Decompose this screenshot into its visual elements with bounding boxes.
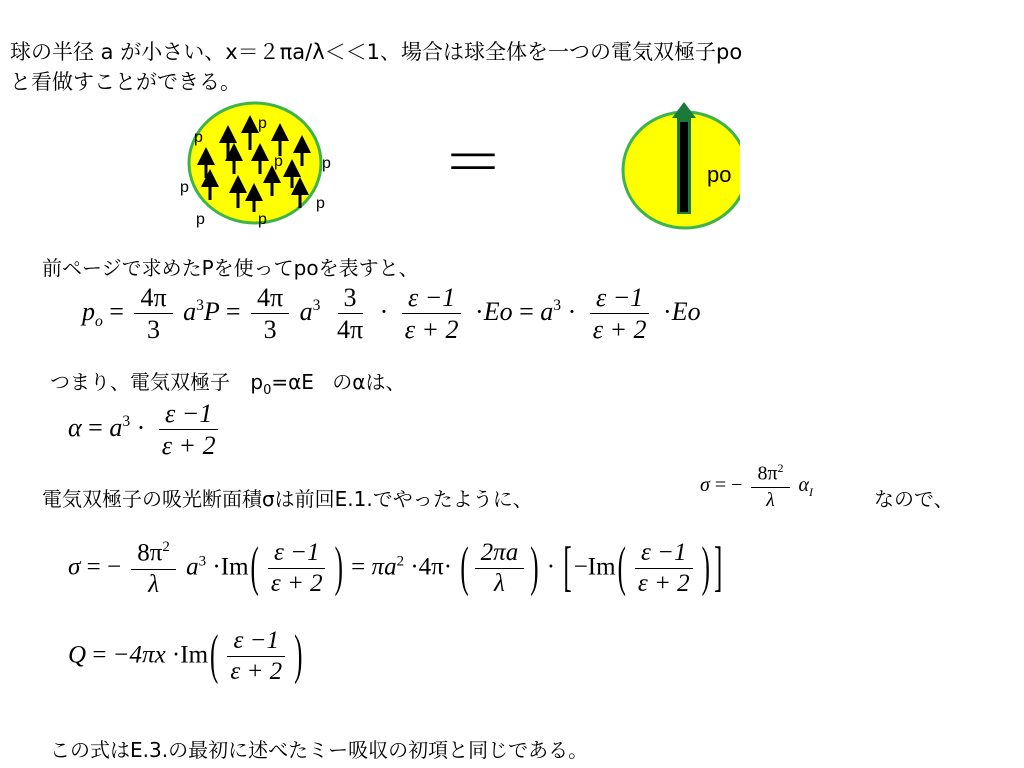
eq1-frac4-den: ε + 2: [404, 315, 459, 345]
eq4-frac2-num: ε −1: [268, 540, 325, 569]
eq4-a2-exp: 2: [396, 553, 405, 570]
eq2-a: a: [109, 412, 123, 442]
p-label-2: p: [194, 129, 203, 146]
eq1-a3: a: [540, 296, 554, 326]
eq1-frac3-num: 3: [338, 284, 363, 314]
eq4-frac4-num: ε −1: [635, 540, 692, 569]
eq4-frac3-den: λ: [494, 570, 505, 598]
eq-po-lhs: p: [82, 296, 95, 326]
eq5-Im: Im: [180, 641, 209, 669]
eq1-frac5-den: ε + 2: [592, 315, 647, 345]
intro-line-1: 球の半径 a が小さい、x＝２πa/λ＜＜1、場合は球全体を一つの電気双極子po: [10, 40, 743, 64]
eq4-8pi: 8π: [137, 539, 163, 567]
eq3-8pi: 8π: [757, 462, 778, 485]
eq5-Q: Q: [68, 641, 87, 669]
eq4-frac4-den: ε + 2: [637, 570, 690, 598]
equation-sigma: σ = − $\frac{8\pi^2}{\lambda}$ $a^3 \cdot Im$( $\frac{\varepsilon -1}{\varepsilon + 2}$ ) = $\pi a^2 \cdot 4\pi\cdot$ ( $\frac{2\pi a}{\lambda}$ ) · [−Im( $\frac{\varepsilon -1}{\varepsilon + 2}$ ) ]: [68, 538, 723, 598]
eq5-frac-den: ε + 2: [230, 658, 283, 686]
eq2-frac-num: ε −1: [159, 400, 218, 430]
absorption-text-a: 電気双極子の吸光断面積σは前回E.1.でやったように、: [42, 487, 533, 511]
eq3-frac-den: λ: [766, 488, 775, 511]
tsumari-text-b: のαは、: [332, 370, 406, 394]
eq5-frac-num: ε −1: [227, 628, 284, 657]
eq4-a2: a: [384, 553, 397, 581]
eq4-frac1-num: [131, 540, 176, 570]
eq2-alpha: α: [68, 412, 82, 442]
p0-main: p: [250, 370, 264, 394]
eq-po-sub: o: [95, 312, 103, 330]
eq3-frac-num: [751, 462, 789, 488]
eq4-frac3-num: 2πa: [475, 540, 525, 569]
p0-rest: =αE: [271, 370, 314, 394]
eq3-square: 2: [777, 461, 784, 475]
eq4-frac1-den: λ: [148, 570, 160, 598]
eq2-a-exp: 3: [122, 413, 131, 431]
eq3-sigma: σ: [700, 473, 710, 496]
dipole-diagram: [180, 100, 740, 230]
eq4-a-exp: 3: [198, 553, 207, 570]
eq1-frac3-den: 4π: [336, 315, 364, 345]
eq4-frac2-den: ε + 2: [270, 570, 323, 598]
total-dipole-arrow-head: [672, 102, 696, 118]
eq1-a3-exp: 3: [553, 297, 562, 315]
intro-line-2: と看做すことができる。: [10, 70, 241, 94]
eq3-alphaI-sub: I: [809, 484, 814, 499]
eq1-frac4-num: ε −1: [402, 284, 461, 314]
p-label-8: p: [258, 211, 267, 228]
tsumari-text-a: つまり、電気双極子: [50, 370, 230, 394]
eq1-frac1-num: 4π: [134, 284, 172, 314]
eq4-Im: Im: [220, 553, 249, 581]
p-label-5: p: [180, 179, 189, 196]
p-label-7: p: [196, 211, 205, 228]
p-label-4: p: [322, 155, 331, 172]
eq1-Eo: Eo: [483, 296, 513, 326]
eq4-a: a: [186, 553, 199, 581]
p-label-6: p: [316, 195, 325, 212]
p-label-1: p: [258, 115, 267, 132]
po-label: po: [707, 162, 732, 187]
eq1-a-exp: 3: [196, 297, 204, 315]
eq1-P: P: [203, 296, 220, 326]
prev-page-text: 前ページで求めたPを使ってpoを表すと、: [42, 256, 419, 280]
absorption-text-b: なので、: [874, 487, 954, 511]
eq1-frac5-num: ε −1: [590, 284, 649, 314]
eq4-sigma: σ: [68, 553, 81, 581]
equation-po: $p_o$ = $\frac{4\pi}{3}$ $a^3P$ = $\frac{4\pi}{3}$ $a^3$ $\frac{3}{4\pi}$ · $\frac{\varepsilon -1}{\varepsilon + 2}$ $\cdot Eo = a^3$ · $\frac{\varepsilon -1}{\varepsilon + 2}$ ·Eo: [82, 283, 701, 345]
eq5-coef: −4πx: [112, 641, 166, 669]
sigma-inline-equation: σ = − $\frac{8\pi^2}{\lambda}$ $\alpha_I$: [700, 461, 814, 511]
equation-Q: Q = −4πx ·Im( $\frac{\varepsilon -1}{\varepsilon + 2}$ ): [68, 625, 303, 686]
eq1-a2-exp: 3: [312, 297, 321, 315]
tsumari-line: [50, 366, 405, 398]
equation-alpha: $\alpha = a^3$ · $\frac{\varepsilon -1}{\varepsilon + 2}$: [68, 400, 226, 460]
conclusion-text: この式はE.3.の最初に述べたミー吸収の初項と同じである。: [50, 738, 589, 762]
eq4-Im2: Im: [587, 553, 616, 581]
eq1-Eo2: Eo: [671, 296, 701, 326]
eq1-frac1-den: 3: [147, 315, 161, 345]
eq4-square: 2: [162, 539, 170, 555]
eq1-frac2-num: 4π: [251, 284, 289, 314]
eq4-pi: π: [371, 553, 385, 581]
eq3-alphaI: α: [798, 473, 810, 496]
eq1-a2: a: [299, 296, 313, 326]
eq4-4pi: 4π: [418, 553, 444, 581]
total-dipole-arrow-core: [680, 122, 688, 212]
equals-sign: ＝: [442, 129, 505, 198]
eq1-frac2-den: 3: [263, 315, 277, 345]
p0-sub: 0: [263, 383, 272, 398]
eq2-frac-den: ε + 2: [161, 431, 216, 461]
p-label-3: p: [274, 153, 283, 170]
eq1-a: a: [183, 296, 197, 326]
